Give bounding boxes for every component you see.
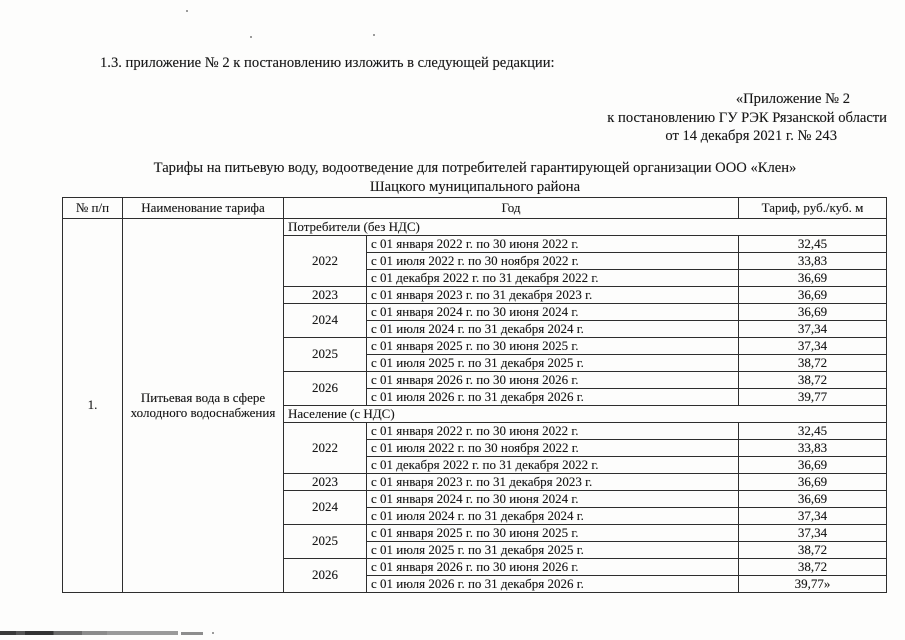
period-cell: с 01 января 2024 г. по 30 июня 2024 г. (367, 491, 739, 508)
year-cell: 2023 (284, 287, 367, 304)
scan-artifact-line (0, 631, 178, 635)
tariff-name-cell: Питьевая вода в сфере холодного водоснабжения (123, 219, 284, 593)
tariff-value-cell: 37,34 (739, 321, 887, 338)
tariff-value-cell: 37,34 (739, 338, 887, 355)
tariff-table-body (63, 219, 887, 593)
tariff-value-cell: 32,45 (739, 423, 887, 440)
tariff-value-cell: 36,69 (739, 270, 887, 287)
period-cell: с 01 июля 2024 г. по 31 декабря 2024 г. (367, 321, 739, 338)
tariff-value-cell: 36,69 (739, 457, 887, 474)
period-cell: с 01 января 2026 г. по 30 июня 2026 г. (367, 372, 739, 389)
appendix-reference-block (607, 90, 887, 146)
tariff-table (62, 197, 887, 593)
tariff-value-cell: 36,69 (739, 287, 887, 304)
tariff-value-cell: 33,83 (739, 440, 887, 457)
row-number-cell: 1. (63, 219, 123, 593)
scan-artifact-line-segment (181, 632, 203, 635)
period-cell: с 01 января 2024 г. по 30 июня 2024 г. (367, 304, 739, 321)
period-cell: с 01 июля 2022 г. по 30 ноября 2022 г. (367, 253, 739, 270)
year-cell: 2022 (284, 236, 367, 287)
tariff-value-cell: 38,72 (739, 372, 887, 389)
tariff-value-cell: 37,34 (739, 508, 887, 525)
section-label-cell: Потребители (без НДС) (284, 219, 887, 236)
period-cell: с 01 декабря 2022 г. по 31 декабря 2022 г. (367, 457, 739, 474)
year-cell: 2026 (284, 559, 367, 593)
year-cell: 2024 (284, 304, 367, 338)
document-title-line-1: Тарифы на питьевую воду, водоотведение для потребителей гарантирующей организации ООО «Клен» (153, 160, 797, 176)
period-cell: с 01 июля 2025 г. по 31 декабря 2025 г. (367, 355, 739, 372)
tariff-value-cell: 36,69 (739, 474, 887, 491)
tariff-value-cell: 37,34 (739, 525, 887, 542)
period-cell: с 01 января 2025 г. по 30 июня 2025 г. (367, 338, 739, 355)
period-cell: с 01 января 2022 г. по 30 июня 2022 г. (367, 423, 739, 440)
appendix-line-1: «Приложение № 2 (735, 91, 850, 107)
period-cell: с 01 января 2023 г. по 31 декабря 2023 г. (367, 474, 739, 491)
year-cell: 2022 (284, 423, 367, 474)
appendix-line-2: к постановлению ГУ РЭК Рязанской области (607, 109, 887, 126)
document-title-line-2: Шацкого муниципального района (369, 178, 581, 195)
tariff-value-cell: 39,77 (739, 389, 887, 406)
period-cell: с 01 января 2023 г. по 31 декабря 2023 г. (367, 287, 739, 304)
period-cell: с 01 июля 2022 г. по 30 ноября 2022 г. (367, 440, 739, 457)
tariff-value-cell: 33,83 (739, 253, 887, 270)
tariff-value-cell: 39,77» (739, 576, 887, 593)
period-cell: с 01 января 2025 г. по 30 июня 2025 г. (367, 525, 739, 542)
document-title (60, 159, 890, 196)
header-num: № п/п (63, 198, 123, 219)
period-cell: с 01 июля 2025 г. по 31 декабря 2025 г. (367, 542, 739, 559)
year-cell: 2023 (284, 474, 367, 491)
year-cell: 2025 (284, 338, 367, 372)
scan-speck (373, 34, 375, 36)
tariff-value-cell: 36,69 (739, 304, 887, 321)
year-cell: 2024 (284, 491, 367, 525)
header-name: Наименование тарифа (123, 198, 284, 219)
tariff-value-cell: 38,72 (739, 355, 887, 372)
appendix-line-3: от 14 декабря 2021 г. № 243 (665, 128, 837, 145)
tariff-value-cell: 32,45 (739, 236, 887, 253)
scan-speck (212, 632, 214, 634)
year-cell: 2025 (284, 525, 367, 559)
section-label-cell: Население (с НДС) (284, 406, 887, 423)
period-cell: с 01 декабря 2022 г. по 31 декабря 2022 г. (367, 270, 739, 287)
table-header-row (63, 198, 887, 219)
period-cell: с 01 января 2022 г. по 30 июня 2022 г. (367, 236, 739, 253)
period-cell: с 01 июля 2026 г. по 31 декабря 2026 г. (367, 576, 739, 593)
section-header-row (63, 219, 887, 236)
tariff-value-cell: 38,72 (739, 542, 887, 559)
scan-speck (250, 36, 252, 38)
period-cell: с 01 января 2026 г. по 30 июня 2026 г. (367, 559, 739, 576)
tariff-value-cell: 38,72 (739, 559, 887, 576)
period-cell: с 01 июля 2024 г. по 31 декабря 2024 г. (367, 508, 739, 525)
intro-paragraph: 1.3. приложение № 2 к постановлению изложить в следующей редакции: (100, 55, 555, 71)
tariff-value-cell: 36,69 (739, 491, 887, 508)
header-year: Год (284, 198, 739, 219)
header-tariff: Тариф, руб./куб. м (739, 198, 887, 219)
year-cell: 2026 (284, 372, 367, 406)
period-cell: с 01 июля 2026 г. по 31 декабря 2026 г. (367, 389, 739, 406)
scan-speck (186, 10, 188, 12)
